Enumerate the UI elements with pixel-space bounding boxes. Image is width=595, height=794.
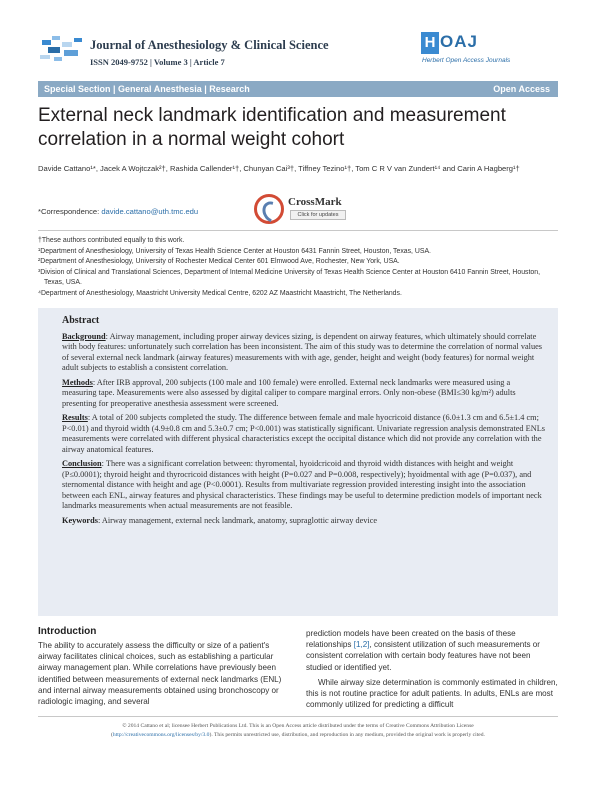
body-text: , consistent utilization of such measurements or consistent correlation with certain body features have not been studied or identified yet. [306, 640, 540, 672]
crossmark-widget[interactable] [254, 194, 354, 226]
license-text: ). This permits unrestricted use, distribution, and reproduction in any medium, provided the original work is properly cited. [209, 732, 485, 738]
open-access-label: Open Access [493, 84, 550, 94]
abstract-keywords-text: : Airway management, external neck landmark, anatomy, supraglottic airway device [97, 515, 378, 525]
article-title: External neck landmark identification and measurement correlation in a normal weight cohort [38, 105, 506, 150]
body-column-right [306, 628, 558, 714]
correspondence-email-link[interactable]: davide.cattano@uth.tmc.edu [101, 207, 199, 216]
body-paragraph [306, 628, 558, 673]
divider [38, 230, 558, 231]
affiliation-item: ³Division of Clinical and Translational Sciences, Department of Internal Medicine University of Texas Health Science Center at Houston 6410 Fannin Street, Houston, Texas, USA. [38, 268, 540, 286]
publisher-logo-letter: H [421, 32, 439, 54]
abstract-methods-label: Methods [62, 377, 93, 387]
crossmark-icon [254, 194, 284, 224]
body-column-left [38, 640, 290, 711]
abstract-results-label: Results [62, 413, 88, 422]
crossmark-update-button[interactable]: Click for updates [290, 210, 346, 220]
abstract-background [62, 332, 546, 374]
abstract-conclusion-label: Conclusion [62, 459, 102, 468]
footer-divider [38, 716, 558, 717]
crossmark-name: CrossMark [288, 196, 342, 208]
body-text: prediction models have been created on the basis of these relationships [306, 629, 516, 650]
abstract-conclusion-text: : There was a significant correlation between: thyromental, hyoidcricoid and thyroid width distances with height and weight (P≤0.0001); thyroid height and thyrocricoid distances with height (P=0.027 and P=0.008, respectively); hyoidmental with age (P=0.037), and sternomental distance with height and age (P<0.0001). Results from multivariate regression provided interesting insight into the association between each ENL, airway features and physical characteristics. These findings may be useful to determine prediction models of important neck landmarks measurements when actual measurements are not feasible. [62, 459, 542, 510]
correspondence [38, 207, 198, 216]
affiliation-item: ¹Department of Anesthesiology, University of Texas Health Science Center at Houston 6431 Fannin Street, Houston, Texas, USA. [38, 247, 431, 255]
abstract-box [38, 308, 558, 616]
affiliation-item: ⁴Department of Anesthesiology, Maastricht University Medical Centre, 6202 AZ Maastricht Maastricht, The Netherlands. [38, 289, 402, 297]
section-banner [38, 81, 558, 97]
abstract-methods [62, 378, 546, 410]
affiliation-note: †These authors contributed equally to this work. [38, 237, 185, 244]
abstract-heading: Abstract [62, 315, 100, 326]
abstract-keywords-label: Keywords [62, 515, 98, 525]
journal-meta: ISSN 2049-9752 | Volume 3 | Article 7 [90, 57, 225, 67]
abstract-background-label: Background [62, 331, 106, 341]
abstract-keywords [62, 516, 546, 527]
license-text: ( [111, 732, 113, 738]
correspondence-label: *Correspondence: [38, 207, 102, 216]
section-banner-sections: Special Section | General Anesthesia | Research [44, 84, 250, 94]
author-list: Davide Cattano¹*, Jacek A Wojtczak²†, Rashida Callender¹†, Chunyan Cai³†, Tiffney Tezino¹†, Tom C R V van Zundert¹⁴ and Carin A Hagberg¹† [38, 164, 520, 173]
publisher-logo-text: OAJ [440, 32, 478, 51]
license-line [38, 731, 558, 740]
affiliation-item: ²Department of Anesthesiology, University of Rochester Medical Center 601 Elmwood Ave, Rochester, New York, USA. [38, 258, 400, 265]
body-paragraph: The ability to accurately assess the difficulty or size of a patient's airway facilitates clinical choices, such as establishing a particular airway management plan. While correlations have previously been identified between measurements of external neck landmarks (ENL) and internal airway measurements obtained using bronchoscopy or radiologic imaging, and several [38, 641, 282, 707]
license-link[interactable]: http://creativecommons.org/licenses/by/3.0 [112, 732, 210, 738]
abstract-background-text: : Airway management, including proper airway devices sizing, is dependent on airway features, which ultimately should correlate with body features: unfortunately such correlation has been inconsistent. The aim of this study was to determine the correlation of normal values of several external neck landmark (airway features) measurements with with age, gender, height and weight (body features) for normal weight adult subjects to establish a consistent correlation. [62, 331, 543, 372]
publisher-tagline: Herbert Open Access Journals [422, 57, 511, 64]
journal-name: Journal of Anesthesiology & Clinical Science [90, 38, 329, 52]
journal-logo [38, 30, 86, 64]
abstract-results [62, 413, 546, 455]
body-paragraph: While airway size determination is commonly estimated in children, this is not routine practice for adult patients. In adults, ENLs are most commonly utilized for predicting a difficult [306, 677, 558, 710]
license-line: © 2014 Cattano et al; licensee Herbert Publications Ltd. This is an Open Access article distributed under the terms of Creative Commons Attribution License [122, 723, 474, 729]
abstract-methods-text: : After IRB approval, 200 subjects (100 male and 100 female) were enrolled. External neck landmarks were measured using a measuring tape. Measurements were also assessed by digital caliper to compare marginal errors. Only non-obese (BMI≤30 kg/m²) adults presenting for preoperative anesthesia assessment were screened. [62, 377, 516, 408]
introduction-heading: Introduction [38, 626, 97, 637]
abstract-results-text: : A total of 200 subjects completed the study. The difference between female and male hyocricoid distance (6.0±1.3 cm and 6.5±1.4 cm; P<0.01) and thyroid width (4.9±0.8 cm and 5.3±0.7 cm; P<0.001) was statistically significant. Univariate regression analysis demonstrated ENLs measurements were correlated with different physical characteristics except the occipital distance which did not provide any correlation with the airway anatomical features. [62, 413, 546, 454]
affiliations [38, 236, 558, 299]
abstract-conclusion [62, 459, 546, 512]
license-footer [38, 722, 558, 740]
citation-link[interactable]: [1,2] [353, 640, 370, 650]
